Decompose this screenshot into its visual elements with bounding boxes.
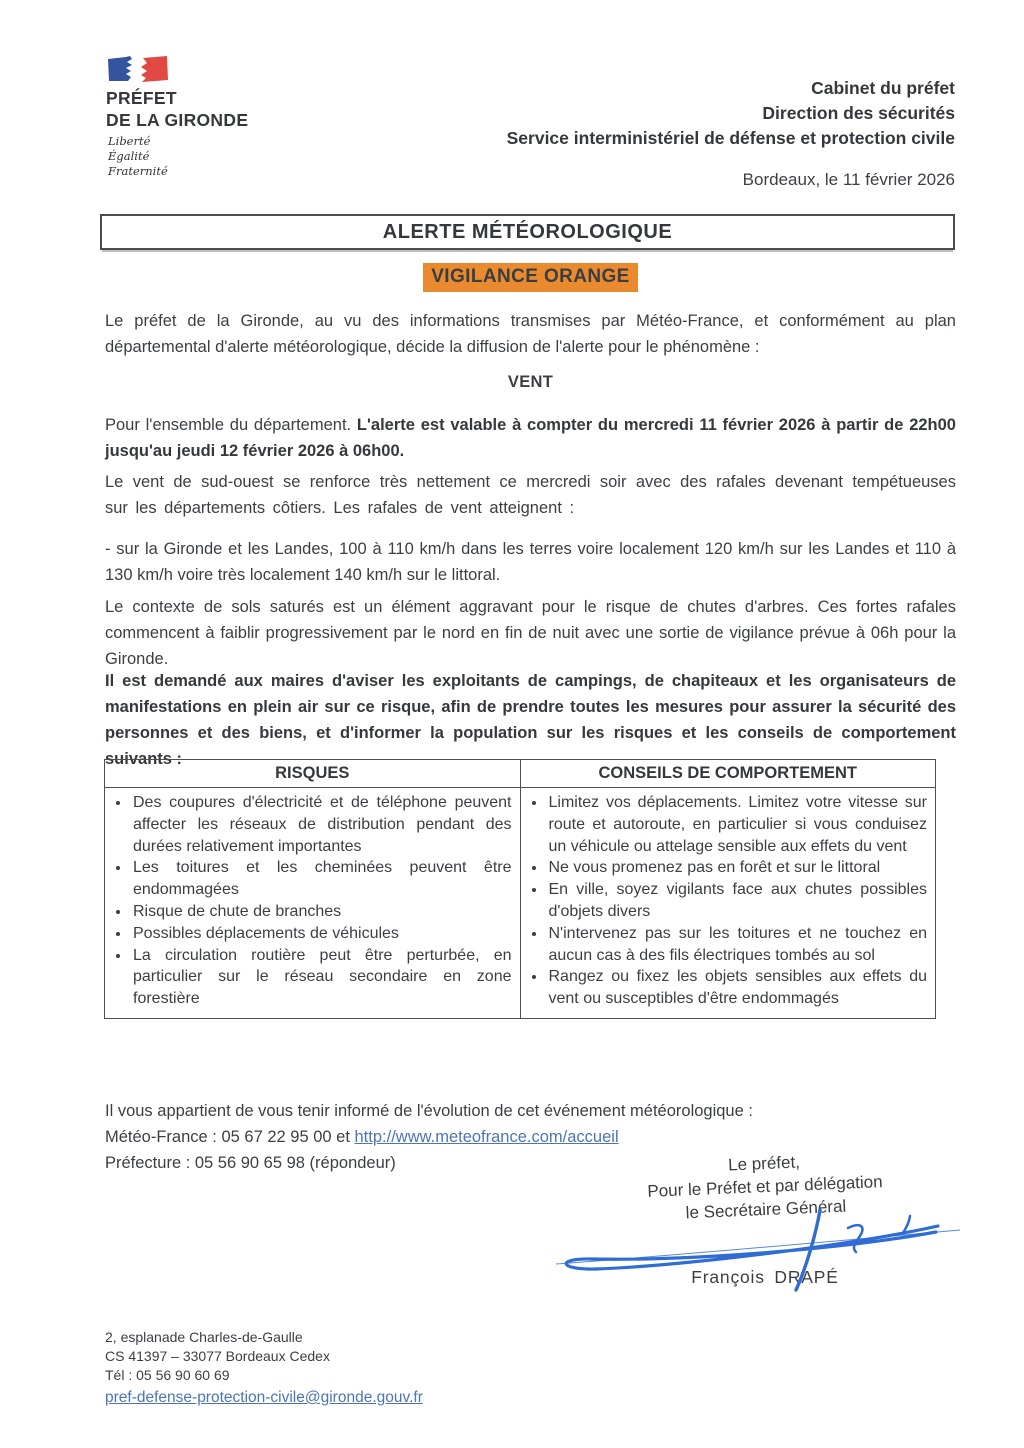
advice-cell	[520, 788, 936, 1019]
meteofrance-prefix: Météo-France : 05 67 22 95 00 et	[105, 1128, 355, 1146]
advice-header-cell: CONSEILS DE COMPORTEMENT	[520, 760, 936, 788]
list-item: • Les toitures et les cheminées peuvent être endommagées	[131, 857, 512, 901]
list-item: • La circulation routière peut être perturbée, en particulier sur le réseau secondaire en zone forestière	[131, 945, 512, 1010]
french-republic-flag-icon	[105, 55, 171, 83]
table-body-row	[105, 788, 936, 1019]
risks-cell	[105, 788, 521, 1019]
list-item: • Limitez vos déplacements. Limitez votre vitesse sur route et autoroute, en particulier si vous conduisez un véhicule ou attelage sensible aux effets du vent	[547, 792, 928, 857]
info-line: Il vous appartient de vous tenir informé de l'évolution de cet événement météorologique :	[105, 1102, 753, 1120]
validity-normal: Pour l'ensemble du département.	[105, 416, 357, 434]
vigilance-row	[105, 263, 956, 292]
footer-email-link[interactable]: pref-defense-protection-civile@gironde.gouv.fr	[105, 1389, 423, 1406]
motto-line: Égalité	[108, 149, 150, 163]
phenomenon-heading: VENT	[507, 373, 554, 391]
alert-title: ALERTE MÉTÉOROLOGIQUE	[382, 221, 673, 243]
issuing-office	[507, 76, 955, 151]
table-header-row	[105, 760, 936, 788]
advice-list	[527, 792, 928, 1010]
list-item: • Risque de chute de branches	[131, 901, 512, 923]
wind-description-paragraph: Le vent de sud-ouest se renforce très nettement ce mercredi soir avec des rafales devenant tempétueuses sur les départements côtiers. Les rafales de vent atteignent :	[105, 473, 956, 517]
risks-list	[111, 792, 512, 1010]
validity-bold: L'alerte est valable à compter du mercredi 11 février 2026 à partir de 22h00 jusqu'au jeudi 12 février 2026 à 06h00.	[105, 416, 956, 460]
motto-line: Liberté	[108, 134, 151, 148]
signature-line: le Secrétaire Général	[685, 1196, 847, 1223]
risks-advice-table	[104, 759, 936, 1019]
list-item: • Possibles déplacements de véhicules	[131, 923, 512, 945]
mayors-notice-paragraph: Il est demandé aux maires d'aviser les exploitants de campings, de chapiteaux et les organisateurs de manifestations en plein air sur ce risque, afin de prendre toutes les mesures pour assurer la sécurité des personnes et des biens, et d'informer la population sur les risques et les conseils de comportement suivants :	[105, 672, 956, 768]
gusts-detail-paragraph: - sur la Gironde et les Landes, 100 à 110 km/h dans les terres voire localement 120 km/h sur les Landes et 110 à 130 km/h voire très localement 140 km/h sur le littoral.	[105, 540, 956, 584]
meteofrance-line	[105, 1124, 956, 1150]
footer-address-line: CS 41397 – 33077 Bordeaux Cedex	[105, 1348, 330, 1364]
office-line: Service interministériel de défense et protection civile	[506, 128, 955, 148]
list-item: • Rangez ou fixez les objets sensibles aux effets du vent ou susceptibles d'être endommagés	[547, 966, 928, 1010]
footer-address-line: 2, esplanade Charles-de-Gaulle	[105, 1329, 303, 1345]
dateline: Bordeaux, le 11 février 2026	[742, 170, 955, 189]
motto-line: Fraternité	[108, 164, 168, 178]
signature-line: Pour le Préfet et par délégation	[647, 1172, 883, 1201]
vigilance-badge: VIGILANCE ORANGE	[423, 263, 638, 292]
signatory-name: François DRAPÉ	[691, 1267, 839, 1287]
validity-paragraph	[105, 412, 956, 464]
footer-block	[105, 1328, 423, 1407]
office-line: Direction des sécurités	[762, 103, 955, 123]
alert-title-box	[100, 214, 955, 250]
agency-name	[106, 87, 248, 131]
context-paragraph: Le contexte de sols saturés est un élément aggravant pour le risque de chutes d'arbres. Ces fortes rafales commencent à faiblir progressivement par le nord en fin de nuit avec une sortie de vigilance prévue à 06h pour la Gironde.	[105, 598, 956, 668]
signature-block	[558, 1152, 972, 1288]
prefecture-line: Préfecture : 05 56 90 65 98 (répondeur)	[105, 1154, 396, 1172]
agency-line: PRÉFET	[106, 88, 177, 108]
republic-motto	[108, 134, 168, 179]
list-item: • N'intervenez pas sur les toitures et ne touchez en aucun cas à des fils électriques tombés au sol	[547, 923, 928, 967]
footer-phone: Tél : 05 56 90 60 69	[105, 1367, 230, 1383]
risks-header-cell: RISQUES	[105, 760, 521, 788]
list-item: • Des coupures d'électricité et de téléphone peuvent affecter les réseaux de distribution pendant des durées relativement importantes	[131, 792, 512, 857]
agency-line: DE LA GIRONDE	[106, 110, 249, 130]
signature-line: Le préfet,	[727, 1152, 801, 1175]
intro-paragraph: Le préfet de la Gironde, au vu des informations transmises par Météo-France, et conformément au plan départemental d'alerte météorologique, décide la diffusion de l'alerte pour le phénomène :	[105, 312, 956, 356]
office-line: Cabinet du préfet	[811, 78, 955, 98]
handwritten-signature-icon	[548, 1198, 968, 1298]
list-item: • Ne vous promenez pas en forêt et sur le littoral	[547, 857, 928, 879]
list-item: • En ville, soyez vigilants face aux chutes possibles d'objets divers	[547, 879, 928, 923]
meteofrance-link[interactable]: http://www.meteofrance.com/accueil	[354, 1128, 619, 1146]
